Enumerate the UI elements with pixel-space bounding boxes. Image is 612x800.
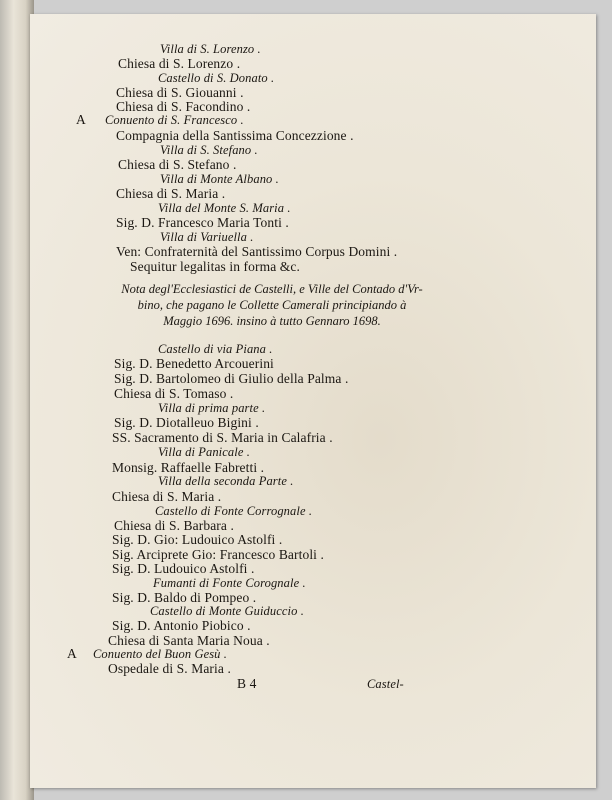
entry-line: Sig. D. Diotalleuo Bigini . (114, 415, 259, 430)
entry-line: Chiesa di S. Tomaso . (114, 386, 234, 401)
signature-mark: B 4 (237, 676, 257, 691)
heading-line: Nota degl'Ecclesiastici de Castelli, e Ville del Contado d'Vr- (121, 282, 423, 296)
place-heading: Villa di Variuella . (160, 230, 254, 244)
heading-line: bino, che pagano le Collette Camerali principiando à (137, 298, 407, 312)
entry-line: SS. Sacramento di S. Maria in Calafria . (112, 430, 333, 445)
entry-line: Chiesa di S. Facondino . (116, 99, 251, 114)
place-heading: Fumanti di Fonte Corognale . (153, 576, 306, 590)
place-heading: Castello di via Piana . (158, 342, 273, 356)
entry-line: Ospedale di S. Maria . (108, 661, 231, 676)
place-heading: Castello di Monte Guiduccio . (150, 604, 304, 618)
entry-line: Sig. D. Ludouico Astolfi . (112, 561, 255, 576)
place-heading: Conuento del Buon Gesù . (93, 647, 227, 661)
entry-line: Compagnia della Santissima Concezzione . (116, 128, 354, 143)
place-heading: Villa di Panicale . (158, 445, 250, 459)
place-heading: Villa della seconda Parte . (158, 474, 294, 488)
entry-line: Sig. D. Antonio Piobico . (112, 618, 251, 633)
margin-mark: A (67, 646, 77, 661)
place-heading: Villa di Monte Albano . (160, 172, 279, 186)
entry-line: Sig. D. Bartolomeo di Giulio della Palma . (114, 371, 349, 386)
entry-line: Sig. D. Baldo di Pompeo . (112, 590, 257, 605)
place-heading: Villa di prima parte . (158, 401, 266, 415)
place-heading: Villa di S. Lorenzo . (160, 42, 261, 56)
place-heading: Castello di S. Donato . (158, 71, 275, 85)
entry-line: Sig. D. Francesco Maria Tonti . (116, 215, 289, 230)
entry-line: Sig. D. Gio: Ludouico Astolfi . (112, 532, 283, 547)
catchword: Castel- (367, 677, 404, 691)
entry-line: Chiesa di S. Maria . (116, 186, 226, 201)
entry-line: Sequitur legalitas in forma &c. (130, 259, 300, 274)
entry-line: Chiesa di S. Stefano . (118, 157, 237, 172)
place-heading: Conuento di S. Francesco . (105, 113, 244, 127)
entry-line: Sig. Arciprete Gio: Francesco Bartoli . (112, 547, 324, 562)
entry-line: Chiesa di Santa Maria Noua . (108, 633, 270, 648)
place-heading: Villa del Monte S. Maria . (158, 201, 291, 215)
book-spine (0, 0, 34, 800)
place-heading: Castello di Fonte Corrognale . (155, 504, 313, 518)
entry-line: Chiesa di S. Lorenzo . (118, 56, 241, 71)
margin-mark: A (76, 112, 86, 127)
entry-line: Ven: Confraternità del Santissimo Corpus Domini . (116, 244, 398, 259)
heading-line: Maggio 1696. insino à tutto Gennaro 1698. (163, 314, 381, 328)
entry-line: Chiesa di S. Maria . (112, 489, 222, 504)
entry-line: Sig. D. Benedetto Arcouerini (114, 356, 274, 371)
entry-line: Chiesa di S. Giouanni . (116, 85, 244, 100)
entry-line: Chiesa di S. Barbara . (114, 518, 234, 533)
entry-line: Monsig. Raffaelle Fabretti . (112, 460, 265, 475)
place-heading: Villa di S. Stefano . (160, 143, 258, 157)
